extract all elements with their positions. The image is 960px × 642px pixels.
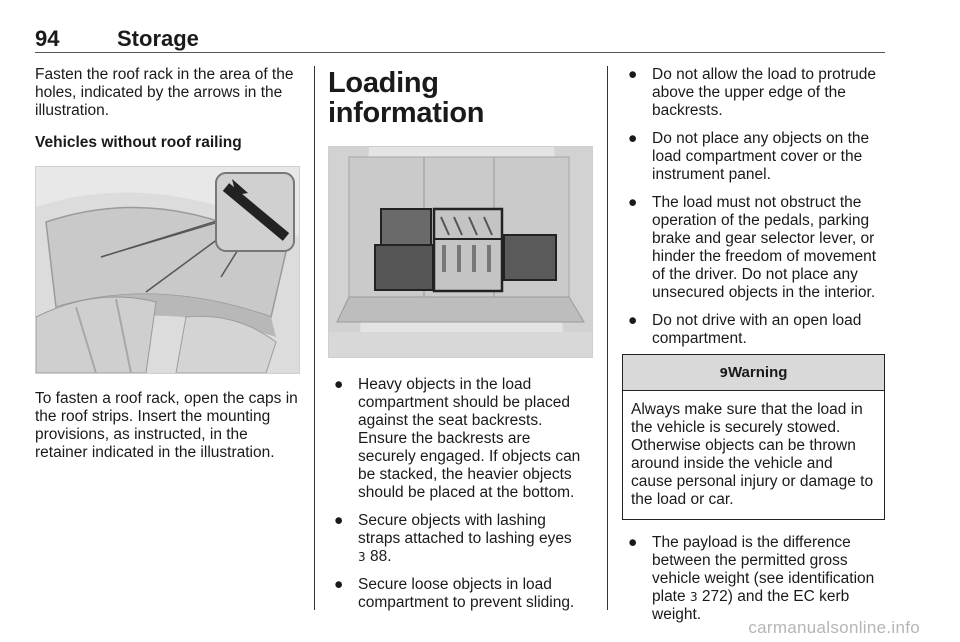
section-heading: Loading information bbox=[328, 67, 485, 129]
warning-box bbox=[622, 354, 885, 520]
list-item bbox=[622, 194, 885, 302]
bullet-icon: ● bbox=[334, 512, 344, 529]
roof-rack-illustration bbox=[35, 166, 300, 374]
column-divider bbox=[314, 66, 315, 610]
list-item-text: Secure objects with lashing straps attached to lashing eyes bbox=[358, 512, 572, 547]
page-title: Storage bbox=[117, 26, 199, 51]
column-middle bbox=[328, 66, 591, 622]
list-item-text: Do not place any objects on the load compartment cover or the instrument panel. bbox=[652, 130, 870, 183]
bullet-icon: ● bbox=[334, 376, 344, 393]
roof-illustration-graphic bbox=[36, 167, 299, 373]
bullet-icon: ● bbox=[628, 534, 638, 551]
page-number: 94 bbox=[35, 26, 60, 51]
warning-icon: 9 bbox=[719, 366, 728, 380]
column-divider bbox=[607, 66, 608, 610]
list-item bbox=[622, 534, 885, 624]
warning-header bbox=[623, 355, 884, 391]
bullet-icon: ● bbox=[334, 576, 344, 593]
list-item-text-cont: 272) and the EC kerb weight. bbox=[652, 588, 850, 623]
list-item-text: Secure loose objects in load compartment to prevent sliding. bbox=[358, 576, 575, 611]
list-item-text: The payload is the difference between the permitted gross vehicle weight (see identification plate bbox=[652, 534, 875, 605]
instructions-paragraph: To fasten a roof rack, open the caps in the roof strips. Insert the mounting provisions, as instructed, in the retainer indicated in the illustration. bbox=[35, 390, 298, 461]
bullet-icon: ● bbox=[628, 130, 638, 147]
page-reference-icon: 3 bbox=[358, 550, 366, 564]
load-compartment-illustration bbox=[328, 146, 593, 358]
column-right bbox=[622, 66, 885, 634]
list-item-text: Do not allow the load to protrude above the upper edge of the backrests. bbox=[652, 66, 877, 119]
bullet-icon: ● bbox=[628, 66, 638, 83]
warning-title: Warning bbox=[727, 364, 788, 381]
page-reference-icon: 3 bbox=[689, 590, 698, 604]
list-item bbox=[328, 512, 591, 566]
subheading: Vehicles without roof railing bbox=[35, 134, 242, 151]
watermark: carmanualsonline.info bbox=[748, 618, 920, 637]
loading-bullet-list bbox=[328, 376, 591, 612]
load-illustration-graphic bbox=[329, 147, 592, 357]
payload-bullet-list bbox=[622, 534, 885, 624]
column-left bbox=[35, 66, 298, 476]
list-item bbox=[622, 312, 885, 348]
warning-text: Always make sure that the load in the vehicle is securely stowed. Otherwise objects can be thrown around inside the vehicle and cause personal injury or damage to the load or car. bbox=[631, 401, 874, 508]
list-item bbox=[622, 130, 885, 184]
list-item-text: Heavy objects in the load compartment should be placed against the seat backrests. Ensure the backrests are securely engaged. If objects can be stacked, the heavier objects should be placed at the bottom. bbox=[358, 376, 581, 501]
list-item bbox=[328, 576, 591, 612]
list-item bbox=[328, 376, 591, 502]
page-reference[interactable]: 88. bbox=[369, 548, 392, 565]
list-item-text: The load must not obstruct the operation of the pedals, parking brake and gear selector lever, or hinder the freedom of movement of the driver. Do not place any unsecured objects in the interior. bbox=[652, 194, 877, 301]
bullet-icon: ● bbox=[628, 194, 638, 211]
bullet-icon: ● bbox=[628, 312, 638, 329]
intro-paragraph: Fasten the roof rack in the area of the holes, indicated by the arrows in the illustration. bbox=[35, 66, 294, 119]
page-header bbox=[35, 26, 885, 53]
loading-rules-list bbox=[622, 66, 885, 348]
list-item bbox=[622, 66, 885, 120]
list-item-text: Do not drive with an open load compartment. bbox=[652, 312, 862, 347]
